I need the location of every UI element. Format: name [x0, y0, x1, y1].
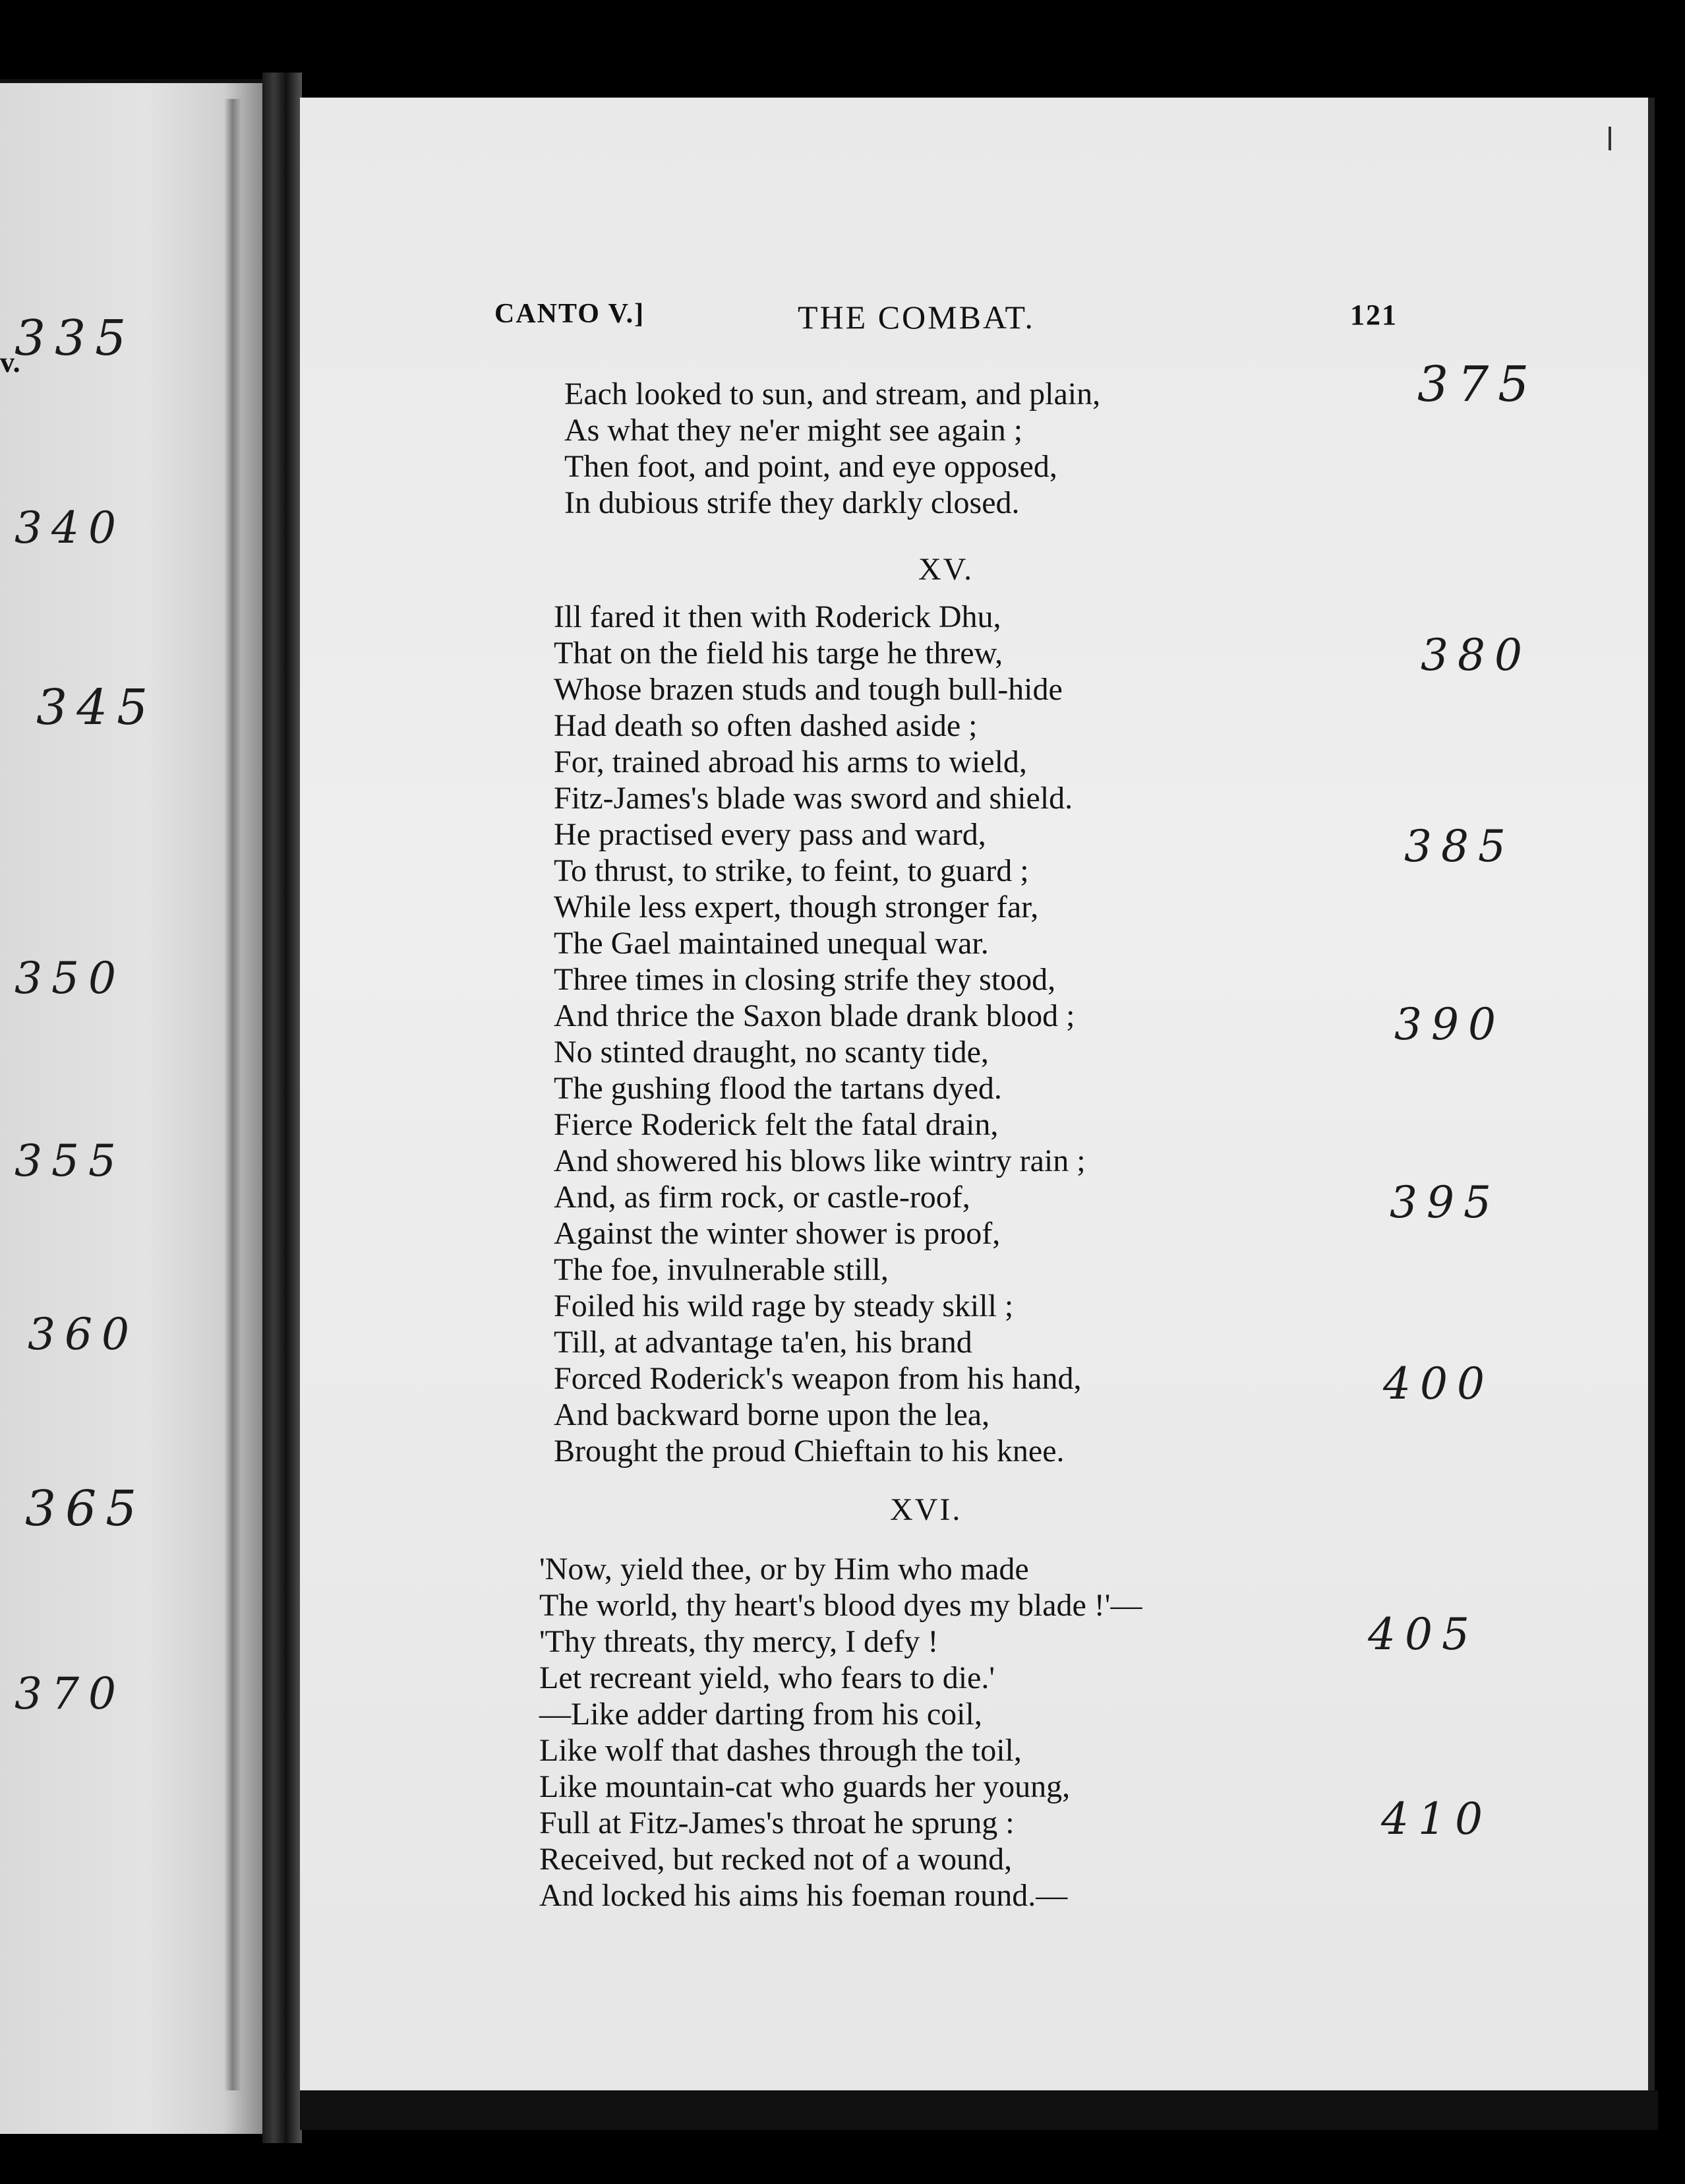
verse-line: Till, at advantage ta'en, his brand — [554, 1325, 972, 1360]
verse-line: No stinted draught, no scanty tide, — [554, 1035, 989, 1070]
margin-line-number-right: 385 — [1404, 821, 1515, 872]
scan-tick-mark — [1609, 127, 1611, 150]
verse-line: Like mountain-cat who guards her young, — [539, 1769, 1071, 1804]
verse-line: And, as firm rock, or castle-roof, — [554, 1180, 970, 1215]
verse-line: Fitz-James's blade was sword and shield. — [554, 781, 1073, 816]
verse-line: Each looked to sun, and stream, and plain, — [564, 377, 1101, 411]
margin-line-number-left: 340 — [15, 502, 125, 553]
verse-line: For, trained abroad his arms to wield, — [554, 744, 1027, 779]
verse-line: The gushing flood the tartans dyed. — [554, 1071, 1002, 1106]
verse-line: Forced Roderick's weapon from his hand, — [554, 1361, 1082, 1396]
book-gutter — [262, 73, 302, 2143]
margin-line-number-right: 410 — [1381, 1794, 1492, 1844]
verse-line: He practised every pass and ward, — [554, 817, 986, 852]
verse-block-xv — [554, 599, 1086, 1469]
verse-line: Full at Fitz-James's throat he sprung : — [539, 1805, 1015, 1840]
verse-line: And backward borne upon the lea, — [554, 1397, 990, 1432]
margin-line-number-left: 335 — [15, 310, 136, 367]
verse-line: Received, but recked not of a wound, — [539, 1842, 1013, 1877]
margin-line-number-right: 400 — [1383, 1358, 1494, 1409]
verse-line: Like wolf that dashes through the toil, — [539, 1733, 1022, 1768]
verse-line: And thrice the Saxon blade drank blood ; — [554, 998, 1075, 1033]
margin-line-number-left: 350 — [15, 953, 125, 1004]
verse-line: The world, thy heart's blood dyes my blade !'— — [539, 1588, 1142, 1623]
verse-line: Then foot, and point, and eye opposed, — [564, 449, 1057, 484]
verse-line: To thrust, to strike, to feint, to guard ; — [554, 853, 1029, 888]
margin-line-number-right: 395 — [1390, 1177, 1500, 1228]
verse-line: 'Now, yield thee, or by Him who made — [539, 1552, 1029, 1587]
verse-block-xvi — [539, 1551, 1142, 1914]
verse-line: And locked his aims his foeman round.— — [539, 1878, 1068, 1913]
gutter-fold-shadow — [224, 99, 241, 2090]
verse-line: Ill fared it then with Roderick Dhu, — [554, 599, 1001, 634]
margin-line-number-right: 380 — [1421, 630, 1531, 681]
section-heading-xv: XV. — [918, 552, 974, 587]
verse-line: Had death so often dashed aside ; — [554, 708, 978, 743]
verse-line: And showered his blows like wintry rain ; — [554, 1143, 1086, 1178]
verse-line: Foiled his wild rage by steady skill ; — [554, 1289, 1014, 1323]
verse-line: The Gael maintained unequal war. — [554, 926, 989, 961]
verse-line: Against the winter shower is proof, — [554, 1216, 1001, 1251]
margin-line-number-left: 365 — [25, 1480, 146, 1537]
verse-line: The foe, invulnerable still, — [554, 1252, 889, 1287]
verse-line: 'Thy threats, thy mercy, I defy ! — [539, 1624, 939, 1659]
running-head-canto: CANTO V.] — [494, 299, 645, 329]
margin-line-number-right: 390 — [1394, 999, 1505, 1050]
running-head-title: THE COMBAT. — [798, 299, 1035, 336]
margin-line-number-left: 360 — [28, 1309, 138, 1360]
section-heading-xvi: XVI. — [890, 1492, 962, 1527]
verse-line: As what they ne'er might see again ; — [564, 413, 1023, 448]
verse-line: —Like adder darting from his coil, — [539, 1697, 982, 1732]
verse-line: Brought the proud Chieftain to his knee. — [554, 1434, 1065, 1469]
verse-line: Three times in closing strife they stood, — [554, 962, 1056, 997]
margin-line-number-right: 405 — [1368, 1609, 1479, 1660]
verse-line: Let recreant yield, who fears to die.' — [539, 1660, 995, 1695]
verse-line: That on the field his targe he threw, — [554, 636, 1003, 671]
page-number: 121 — [1350, 299, 1398, 331]
page-bottom-shadow — [300, 2090, 1658, 2130]
verse-line: In dubious strife they darkly closed. — [564, 485, 1020, 520]
margin-line-number-left: 345 — [36, 679, 158, 736]
margin-line-number-left: 355 — [15, 1136, 125, 1186]
facing-page-text-fragment: v. — [0, 346, 20, 379]
margin-line-number-left: 370 — [15, 1668, 125, 1719]
margin-line-number-right: 375 — [1417, 356, 1539, 413]
verse-line: While less expert, though stronger far, — [554, 890, 1039, 925]
verse-line: Whose brazen studs and tough bull-hide — [554, 672, 1063, 707]
verse-block-opening — [564, 376, 1100, 521]
verse-line: Fierce Roderick felt the fatal drain, — [554, 1107, 999, 1142]
